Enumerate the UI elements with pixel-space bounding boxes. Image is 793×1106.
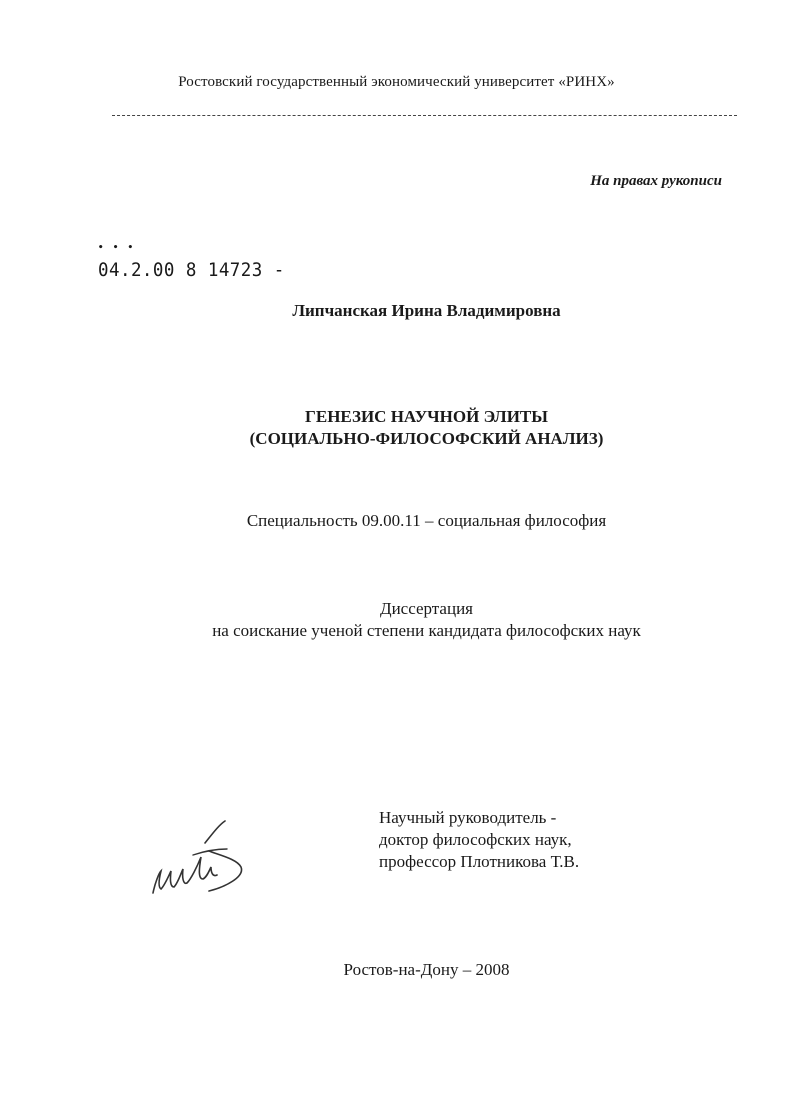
supervisor-name: профессор Плотникова Т.В. — [379, 852, 580, 871]
degree-description: на соискание ученой степени кандидата философских наук — [212, 621, 641, 640]
dissertation-label: Диссертация — [379, 599, 473, 618]
dissertation-degree — [0, 598, 793, 642]
city-year: Ростов-на-Дону – 2008 — [343, 960, 510, 979]
registry-code: 04.2.00 8 14723 - — [98, 259, 285, 281]
supervisor-degree: доктор философских наук, — [379, 830, 572, 849]
header-divider — [112, 115, 737, 116]
author-name: Липчанская Ирина Владимировна — [292, 301, 561, 320]
registry-stamp-marks: • • • — [98, 243, 136, 253]
dissertation-title — [0, 406, 793, 450]
specialty: Специальность 09.00.11 – социальная философия — [246, 511, 607, 530]
rights-note: На правах рукописи — [590, 173, 722, 189]
title-line-2: (СОЦИАЛЬНО-ФИЛОСОФСКИЙ АНАЛИЗ) — [249, 429, 604, 448]
handwritten-signature — [145, 815, 255, 905]
title-line-1: ГЕНЕЗИС НАУЧНОЙ ЭЛИТЫ — [305, 407, 548, 426]
scientific-supervisor — [379, 807, 579, 873]
supervisor-role: Научный руководитель - — [379, 808, 557, 827]
university-name: Ростовский государственный экономический университет «РИНХ» — [178, 74, 615, 90]
